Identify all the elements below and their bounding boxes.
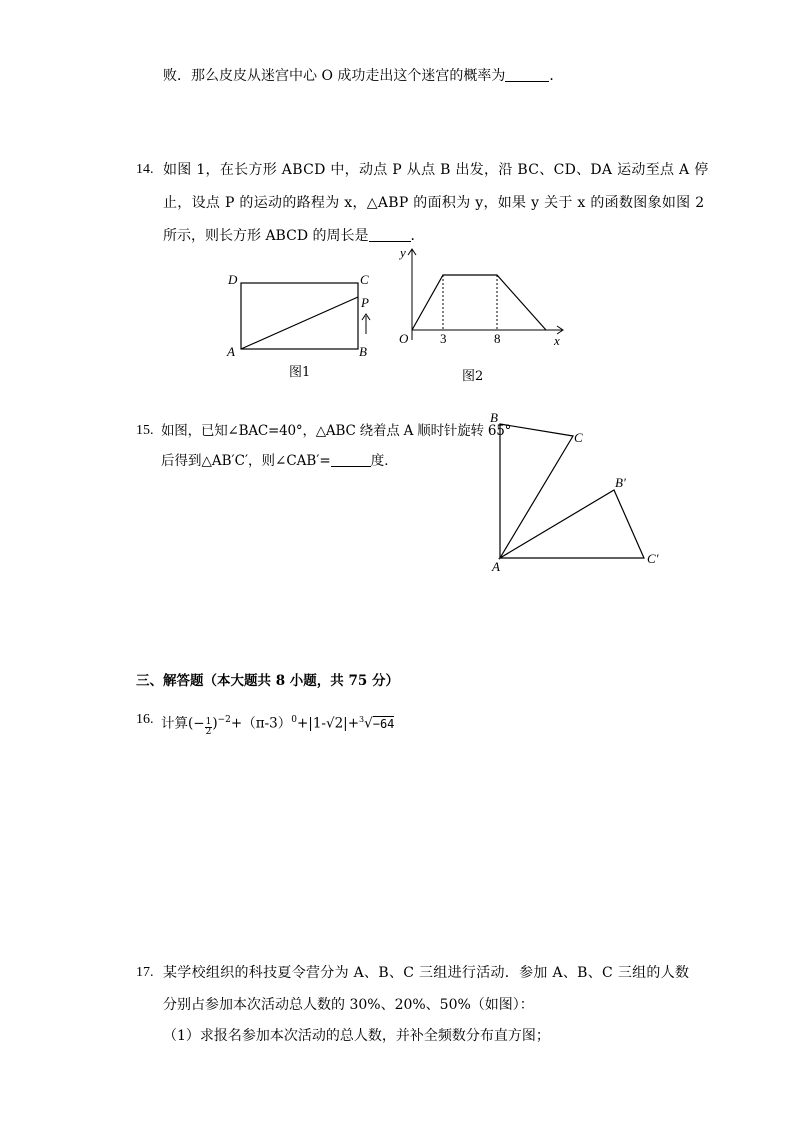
q14-end: ． xyxy=(410,228,425,244)
q14-figure1 xyxy=(222,266,382,366)
axis-label-x: x xyxy=(554,333,560,348)
fraction-denominator: 2 xyxy=(205,726,212,737)
triangle-abpcp xyxy=(500,490,644,558)
q15-line2b: 度． xyxy=(370,453,398,469)
q13-text xyxy=(163,66,563,86)
q13-tail: 败．那么皮皮从迷宫中心 O 成功走出这个迷宫的概率为 xyxy=(163,68,506,84)
tick-3: 3 xyxy=(440,331,447,346)
q14-number: 14. xyxy=(136,162,154,177)
label-b: B xyxy=(490,410,498,425)
radicand: −64 xyxy=(372,716,395,731)
q14-line3-wrap xyxy=(163,226,425,246)
q17-line2: 分别占参加本次活动总人数的 30%、20%、50%（如图）： xyxy=(163,997,534,1013)
q16-abs: +|1-√2|+ xyxy=(296,715,360,732)
q15-number: 15. xyxy=(136,423,154,438)
tick-8: 8 xyxy=(494,331,501,346)
label-d: D xyxy=(228,272,238,287)
label-a: A xyxy=(227,344,235,359)
fig2-caption: 图2 xyxy=(462,369,484,384)
segment-ap xyxy=(241,297,358,349)
q16-prefix: 计算(− xyxy=(161,715,205,732)
q13-end: ． xyxy=(549,68,564,84)
label-c: C xyxy=(574,430,583,445)
q17-line1: 某学校组织的科技夏令营分为 A、B、C 三组进行活动．参加 A、B、C 三组的人数 xyxy=(163,965,690,981)
q15-line1: 如图，已知∠BAC=40°，△ABC 绕着点 A 顺时针旋转 65° xyxy=(161,423,512,439)
q15-answer-blank xyxy=(331,452,371,467)
q16-middle: +（π-3） xyxy=(230,715,292,732)
label-c: C xyxy=(360,272,369,287)
label-c-prime: C′ xyxy=(647,551,659,566)
fraction-numerator: 1 xyxy=(205,716,212,727)
q14-line3: 所示，则长方形 ABCD 的周长是 xyxy=(163,228,369,244)
origin-label: O xyxy=(399,331,409,346)
q16-number: 16. xyxy=(136,712,154,727)
q15-line2a: 后得到△AB′C′，则∠CAB′= xyxy=(161,453,331,469)
q15-figure xyxy=(484,408,668,578)
q17-line3: （1）求报名参加本次活动的总人数，并补全频数分布直方图； xyxy=(163,1028,550,1044)
fig1-caption: 图1 xyxy=(289,365,311,380)
q14-figure2 xyxy=(396,244,568,352)
q13-answer-blank xyxy=(505,67,549,82)
label-b: B xyxy=(359,344,367,359)
section3-title: 三、解答题（本大题共 8 小题，共 75 分） xyxy=(136,673,399,689)
q14-answer-blank xyxy=(369,227,411,242)
q14-line2: 止，设点 P 的运动的路程为 x，△ABP 的面积为 y，如果 y 关于 x 的函数图象如图 2 xyxy=(163,195,705,211)
function-graph xyxy=(412,275,546,330)
q16-exponent: −2 xyxy=(217,715,231,725)
root-index: 3 xyxy=(359,715,365,724)
axis-label-y: y xyxy=(400,245,406,260)
q16-exponent-zero: 0 xyxy=(291,715,297,725)
label-b-prime: B′ xyxy=(615,475,626,490)
q14-line1: 如图 1，在长方形 ABCD 中，动点 P 从点 B 出发，沿 BC、CD、DA 运动至点 A 停 xyxy=(163,162,709,178)
q16-expression: 计算(− $\frac{1}{2}$ )$^{-2}+(\pi-3)^0+|1-√2|+^3√-64$ xyxy=(161,715,395,737)
label-p: P xyxy=(361,295,369,310)
q16-fraction xyxy=(205,718,213,737)
q15-line2-wrap xyxy=(161,451,398,471)
triangle-abc xyxy=(500,424,573,558)
rectangle-abcd xyxy=(241,283,358,349)
q17-number: 17. xyxy=(136,965,154,980)
label-a: A xyxy=(492,559,500,574)
